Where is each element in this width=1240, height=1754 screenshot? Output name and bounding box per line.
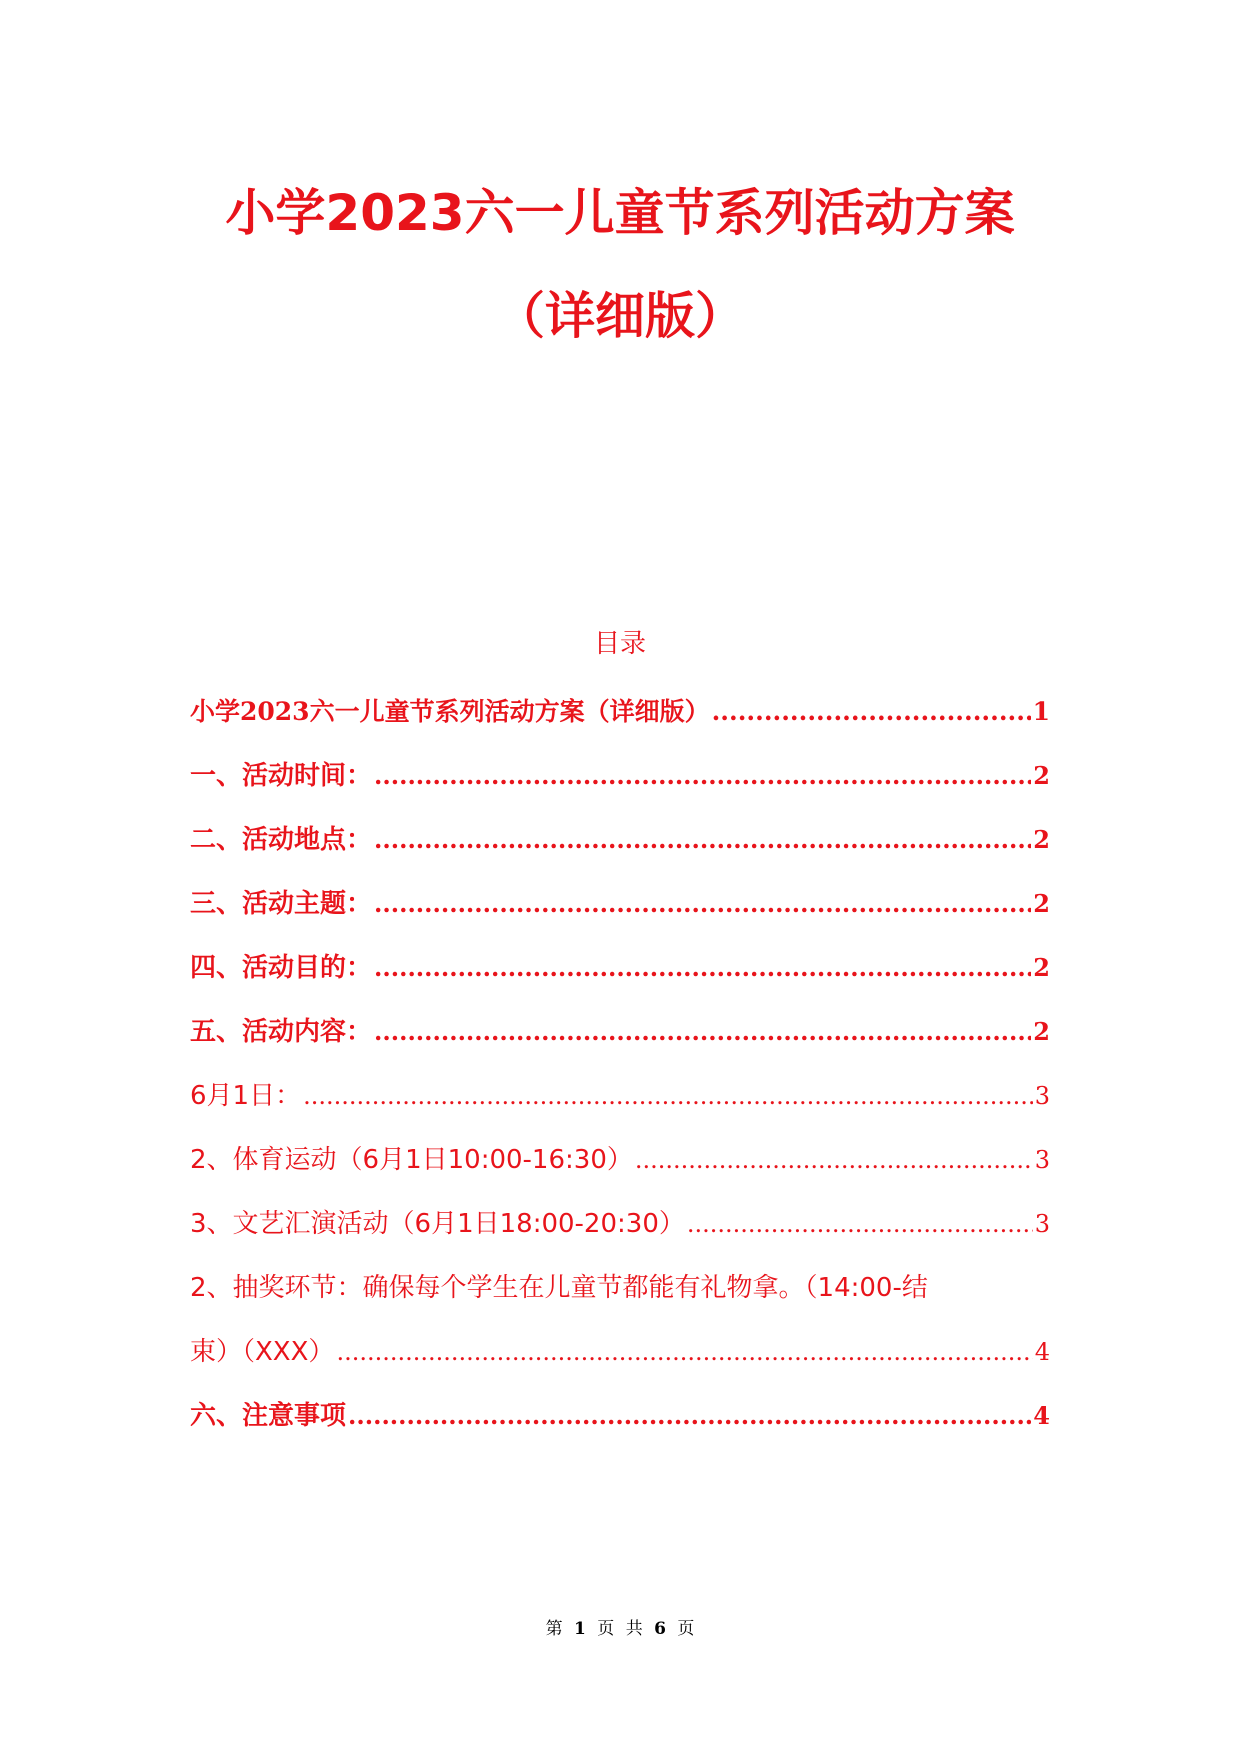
toc-entry-label: 2、体育运动（6月1日10:00-16:30） bbox=[190, 1145, 633, 1175]
toc-entry-label: 二、活动地点： bbox=[190, 825, 373, 855]
toc-entry-page-number: 3 bbox=[1034, 1082, 1050, 1110]
toc-entry-page-number: 3 bbox=[1034, 1210, 1050, 1238]
toc-entry-page-number: 4 bbox=[1034, 1338, 1050, 1366]
document-title-line-1: 小学2023六一儿童节系列活动方案 bbox=[225, 184, 1015, 242]
toc-entry-label: 束）（XXX） bbox=[190, 1337, 335, 1367]
toc-entry-activity-content[interactable] bbox=[190, 1008, 1050, 1048]
toc-leader-dots bbox=[374, 888, 1031, 920]
toc-leader-dots bbox=[374, 1016, 1031, 1048]
document-title-line-2: （详细版） bbox=[495, 287, 745, 345]
toc-entry-page-number: 2 bbox=[1033, 1017, 1050, 1046]
toc-entry-activity-location[interactable] bbox=[190, 816, 1050, 856]
toc-entry-activity-time[interactable] bbox=[190, 752, 1050, 792]
toc-entry-notes[interactable] bbox=[190, 1392, 1050, 1432]
toc-entry-activity-purpose[interactable] bbox=[190, 944, 1050, 984]
toc-leader-dots bbox=[712, 696, 1031, 728]
toc-entry-page-number: 2 bbox=[1033, 761, 1050, 790]
toc-heading: 目录 bbox=[593, 629, 646, 659]
toc-leader-dots bbox=[348, 1400, 1031, 1432]
toc-leader-dots bbox=[303, 1080, 1033, 1112]
toc-entry-june-first[interactable] bbox=[190, 1072, 1050, 1112]
toc-entry-label: 小学2023六一儿童节系列活动方案（详细版） bbox=[190, 697, 710, 726]
toc-entry-label: 三、活动主题： bbox=[190, 889, 373, 919]
toc-entry-page-number: 2 bbox=[1033, 889, 1050, 918]
toc-entry-page-number: 1 bbox=[1032, 697, 1050, 726]
footer-total-pages: 6 bbox=[654, 1619, 666, 1639]
toc-entry-page-number: 2 bbox=[1033, 953, 1050, 982]
toc-leader-dots bbox=[336, 1336, 1032, 1368]
toc-entry-page-number: 4 bbox=[1033, 1401, 1050, 1430]
toc-entry-label: 一、活动时间： bbox=[190, 761, 373, 791]
toc-entry-page-number: 2 bbox=[1033, 825, 1050, 854]
toc-entry-sports[interactable] bbox=[190, 1136, 1050, 1176]
toc-entry-label: 四、活动目的： bbox=[190, 953, 373, 983]
toc-leader-dots bbox=[374, 952, 1031, 984]
toc-entry-document-title[interactable] bbox=[190, 688, 1050, 728]
footer-suffix: 页 bbox=[677, 1619, 695, 1639]
toc-entry-performance[interactable] bbox=[190, 1200, 1050, 1240]
toc-entry-label: 六、注意事项 bbox=[190, 1401, 347, 1431]
toc-entry-lottery[interactable] bbox=[190, 1328, 1050, 1368]
toc-leader-dots bbox=[635, 1144, 1033, 1176]
footer-current-page: 1 bbox=[574, 1619, 586, 1639]
toc-leader-dots bbox=[374, 760, 1031, 792]
toc-entry-label: 3、文艺汇演活动（6月1日18:00-20:30） bbox=[190, 1209, 685, 1239]
toc-entry-label: 五、活动内容： bbox=[190, 1017, 373, 1047]
toc-entry-label: 6月1日： bbox=[190, 1081, 302, 1111]
footer-middle: 页 共 bbox=[597, 1619, 643, 1639]
toc-entry-activity-theme[interactable] bbox=[190, 880, 1050, 920]
page-footer bbox=[0, 1618, 1240, 1640]
toc-leader-dots bbox=[374, 824, 1031, 856]
toc-entry-page-number: 3 bbox=[1034, 1146, 1050, 1174]
toc-leader-dots bbox=[687, 1208, 1033, 1240]
toc-entry-lottery-first-line[interactable]: 2、抽奖环节：确保每个学生在儿童节都能有礼物拿。（14:00-结 bbox=[190, 1273, 928, 1303]
footer-prefix: 第 bbox=[545, 1619, 563, 1639]
